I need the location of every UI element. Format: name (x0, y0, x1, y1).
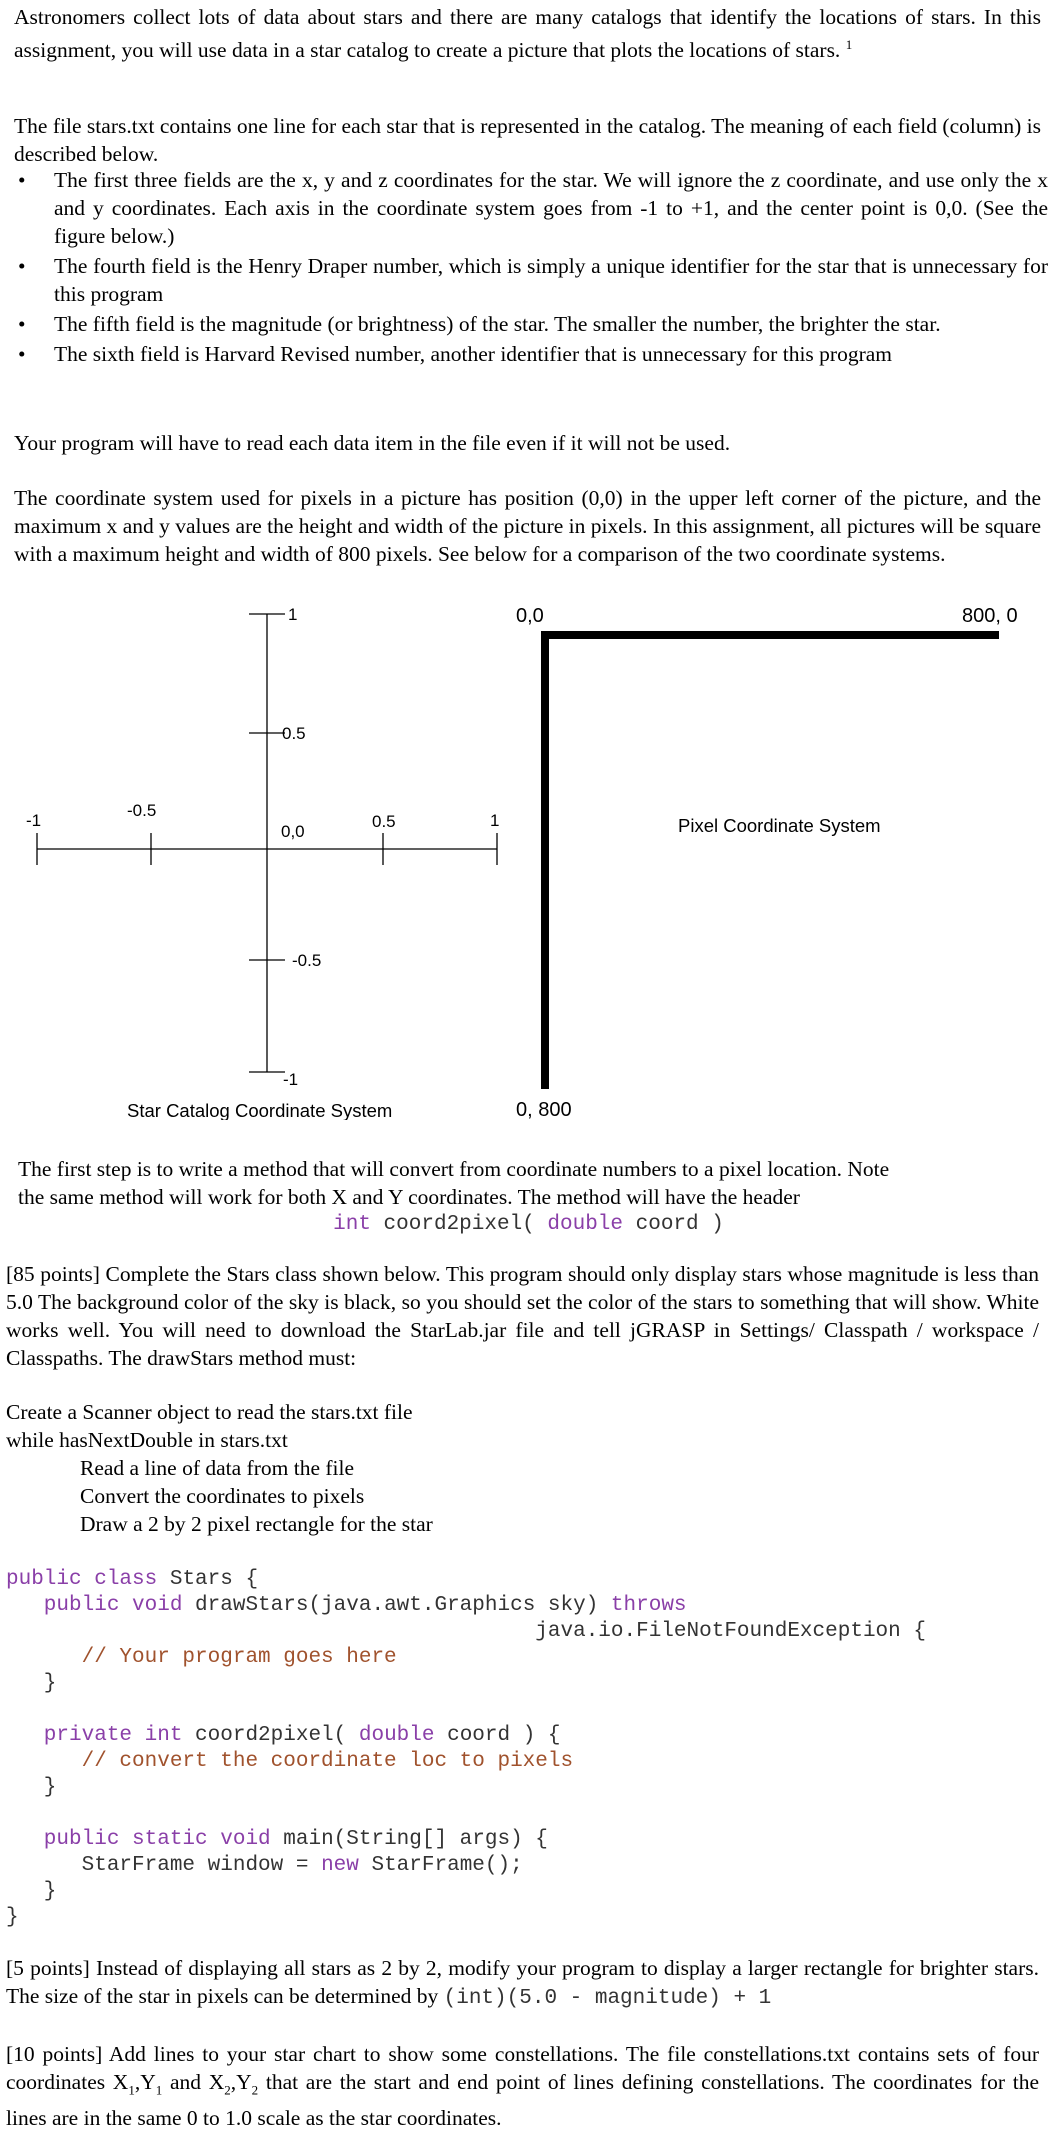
pixel-coords-paragraph: The coordinate system used for pixels in a picture has position (0,0) in the upper left corner of the picture, and the maximum x and y values are the height and width of the picture in pixels. In this assignment, all pictures will be square with a maximum height and width of 800 pixels. See below for a comparison of the two coordinate systems. (14, 486, 1041, 566)
code-line: java.io.FileNotFoundException { (6, 1620, 926, 1643)
method-header: int coord2pixel( double coord ) (333, 1213, 724, 1236)
code-line: } (6, 1776, 57, 1799)
label-half-down: -0.5 (292, 951, 322, 970)
code-line: public class Stars { (6, 1568, 259, 1591)
label-half-left: -0.5 (127, 801, 157, 820)
label-half-up: 0.5 (282, 724, 306, 743)
pixel-axes (545, 635, 995, 1085)
list-item: • The first three fields are the x, y and z coordinates for the star. We will ignore the z coordinate, and use only the x and y coordinates. Each axis in the coordinate system goes from -1 to +1, and the center point is 0,0. (See the figure below.) (18, 168, 1048, 248)
task-85-paragraph: [85 points] Complete the Stars class shown below. This program should only display stars whose magnitude is less than 5.0 The background color of the sky is black, so you should set the color of the stars to something that will show. White works well. You will need to download the StarLab.jar file and tell jGRASP in Settings/ Classpath / workspace / Classpaths. The drawStars method must: (6, 1262, 1039, 1370)
bullet-icon: • (18, 312, 26, 336)
code-line: public void drawStars(java.awt.Graphics sky) throws (6, 1594, 687, 1617)
star-catalog-caption: Star Catalog Coordinate System (127, 1100, 393, 1120)
convert-method-line1: The first step is to write a method that will convert from coordinate numbers to a pixel location. Note (18, 1157, 890, 1181)
size-formula: (int)(5.0 - magnitude) + 1 (443, 1987, 772, 2010)
bullet-icon: • (18, 168, 26, 192)
code-line: public static void main(String[] args) { (6, 1828, 548, 1851)
step-convert: Convert the coordinates to pixels (80, 1484, 365, 1508)
label-origin: 0,0 (281, 822, 305, 841)
label-half-right: 0.5 (372, 812, 396, 831)
footnote-marker: 1 (845, 37, 853, 52)
label-bottom: -1 (283, 1070, 299, 1089)
step-scanner: Create a Scanner object to read the stars.txt file (6, 1400, 413, 1424)
intro-text: Astronomers collect lots of data about stars and there are many catalogs that identify the locations of stars. In this assignment, you will use data in a star catalog to create a picture that plots the locations of stars. (14, 5, 1041, 63)
pixel-top-right-label: 800, 0 (962, 605, 1018, 627)
label-top: 1 (288, 605, 298, 624)
pixel-caption: Pixel Coordinate System (678, 815, 881, 836)
read-all-paragraph: Your program will have to read each data item in the file even if it will not be used. (14, 431, 731, 455)
pixel-origin-label: 0,0 (516, 605, 544, 627)
label-right: 1 (490, 811, 500, 830)
code-line: } (6, 1880, 57, 1903)
star-catalog-axes (37, 614, 500, 1072)
list-item: • The fifth field is the magnitude (or brightness) of the star. The smaller the number, the brighter the star. (18, 312, 941, 336)
label-left: -1 (26, 811, 42, 830)
field-list (18, 166, 1048, 370)
list-item: • The fourth field is the Henry Draper number, which is simply a unique identifier for the star that is unnecessary for this program (18, 254, 1048, 306)
bullet-icon: • (18, 342, 26, 366)
step-read: Read a line of data from the file (80, 1456, 355, 1480)
step-while: while hasNextDouble in stars.txt (6, 1428, 288, 1452)
task-5-paragraph: [5 points] Instead of displaying all stars as 2 by 2, modify your program to display a larger rectangle for brighter stars. The size of the star in pixels can be determined by (int)(5.0 - magnitude) + 1 (6, 1956, 1039, 2010)
code-line: private int coord2pixel( double coord ) { (6, 1724, 561, 1747)
coordinate-figure (0, 600, 1057, 1120)
convert-method-line2: the same method will work for both X and Y coordinates. The method will have the header (18, 1185, 800, 1209)
bullet-icon: • (18, 254, 26, 278)
code-line: } (6, 1906, 19, 1929)
step-draw: Draw a 2 by 2 pixel rectangle for the star (80, 1512, 433, 1536)
intro-paragraph (14, 3, 1041, 64)
task-10-paragraph: [10 points] Add lines to your star chart to show some constellations. The file constellations.txt contains sets of four coordinates $X_1,Y_1$ and $X_2,Y_2$ that are the start and end point of lines defining constellations. The coordinates for the lines are in the same 0 to 1.0 scale as the star coordinates. (6, 2042, 1039, 2131)
pixel-bottom-label: 0, 800 (516, 1099, 572, 1120)
list-item: • The sixth field is Harvard Revised number, another identifier that is unnecessary for this program (18, 342, 892, 366)
file-description-paragraph: The file stars.txt contains one line for each star that is represented in the catalog. The meaning of each field (column) is described below. (14, 114, 1041, 166)
code-comment: // convert the coordinate loc to pixels (6, 1750, 574, 1773)
code-comment: // Your program goes here (6, 1646, 397, 1669)
code-line: } (6, 1672, 57, 1695)
code-line: StarFrame window = new StarFrame(); (6, 1854, 523, 1877)
